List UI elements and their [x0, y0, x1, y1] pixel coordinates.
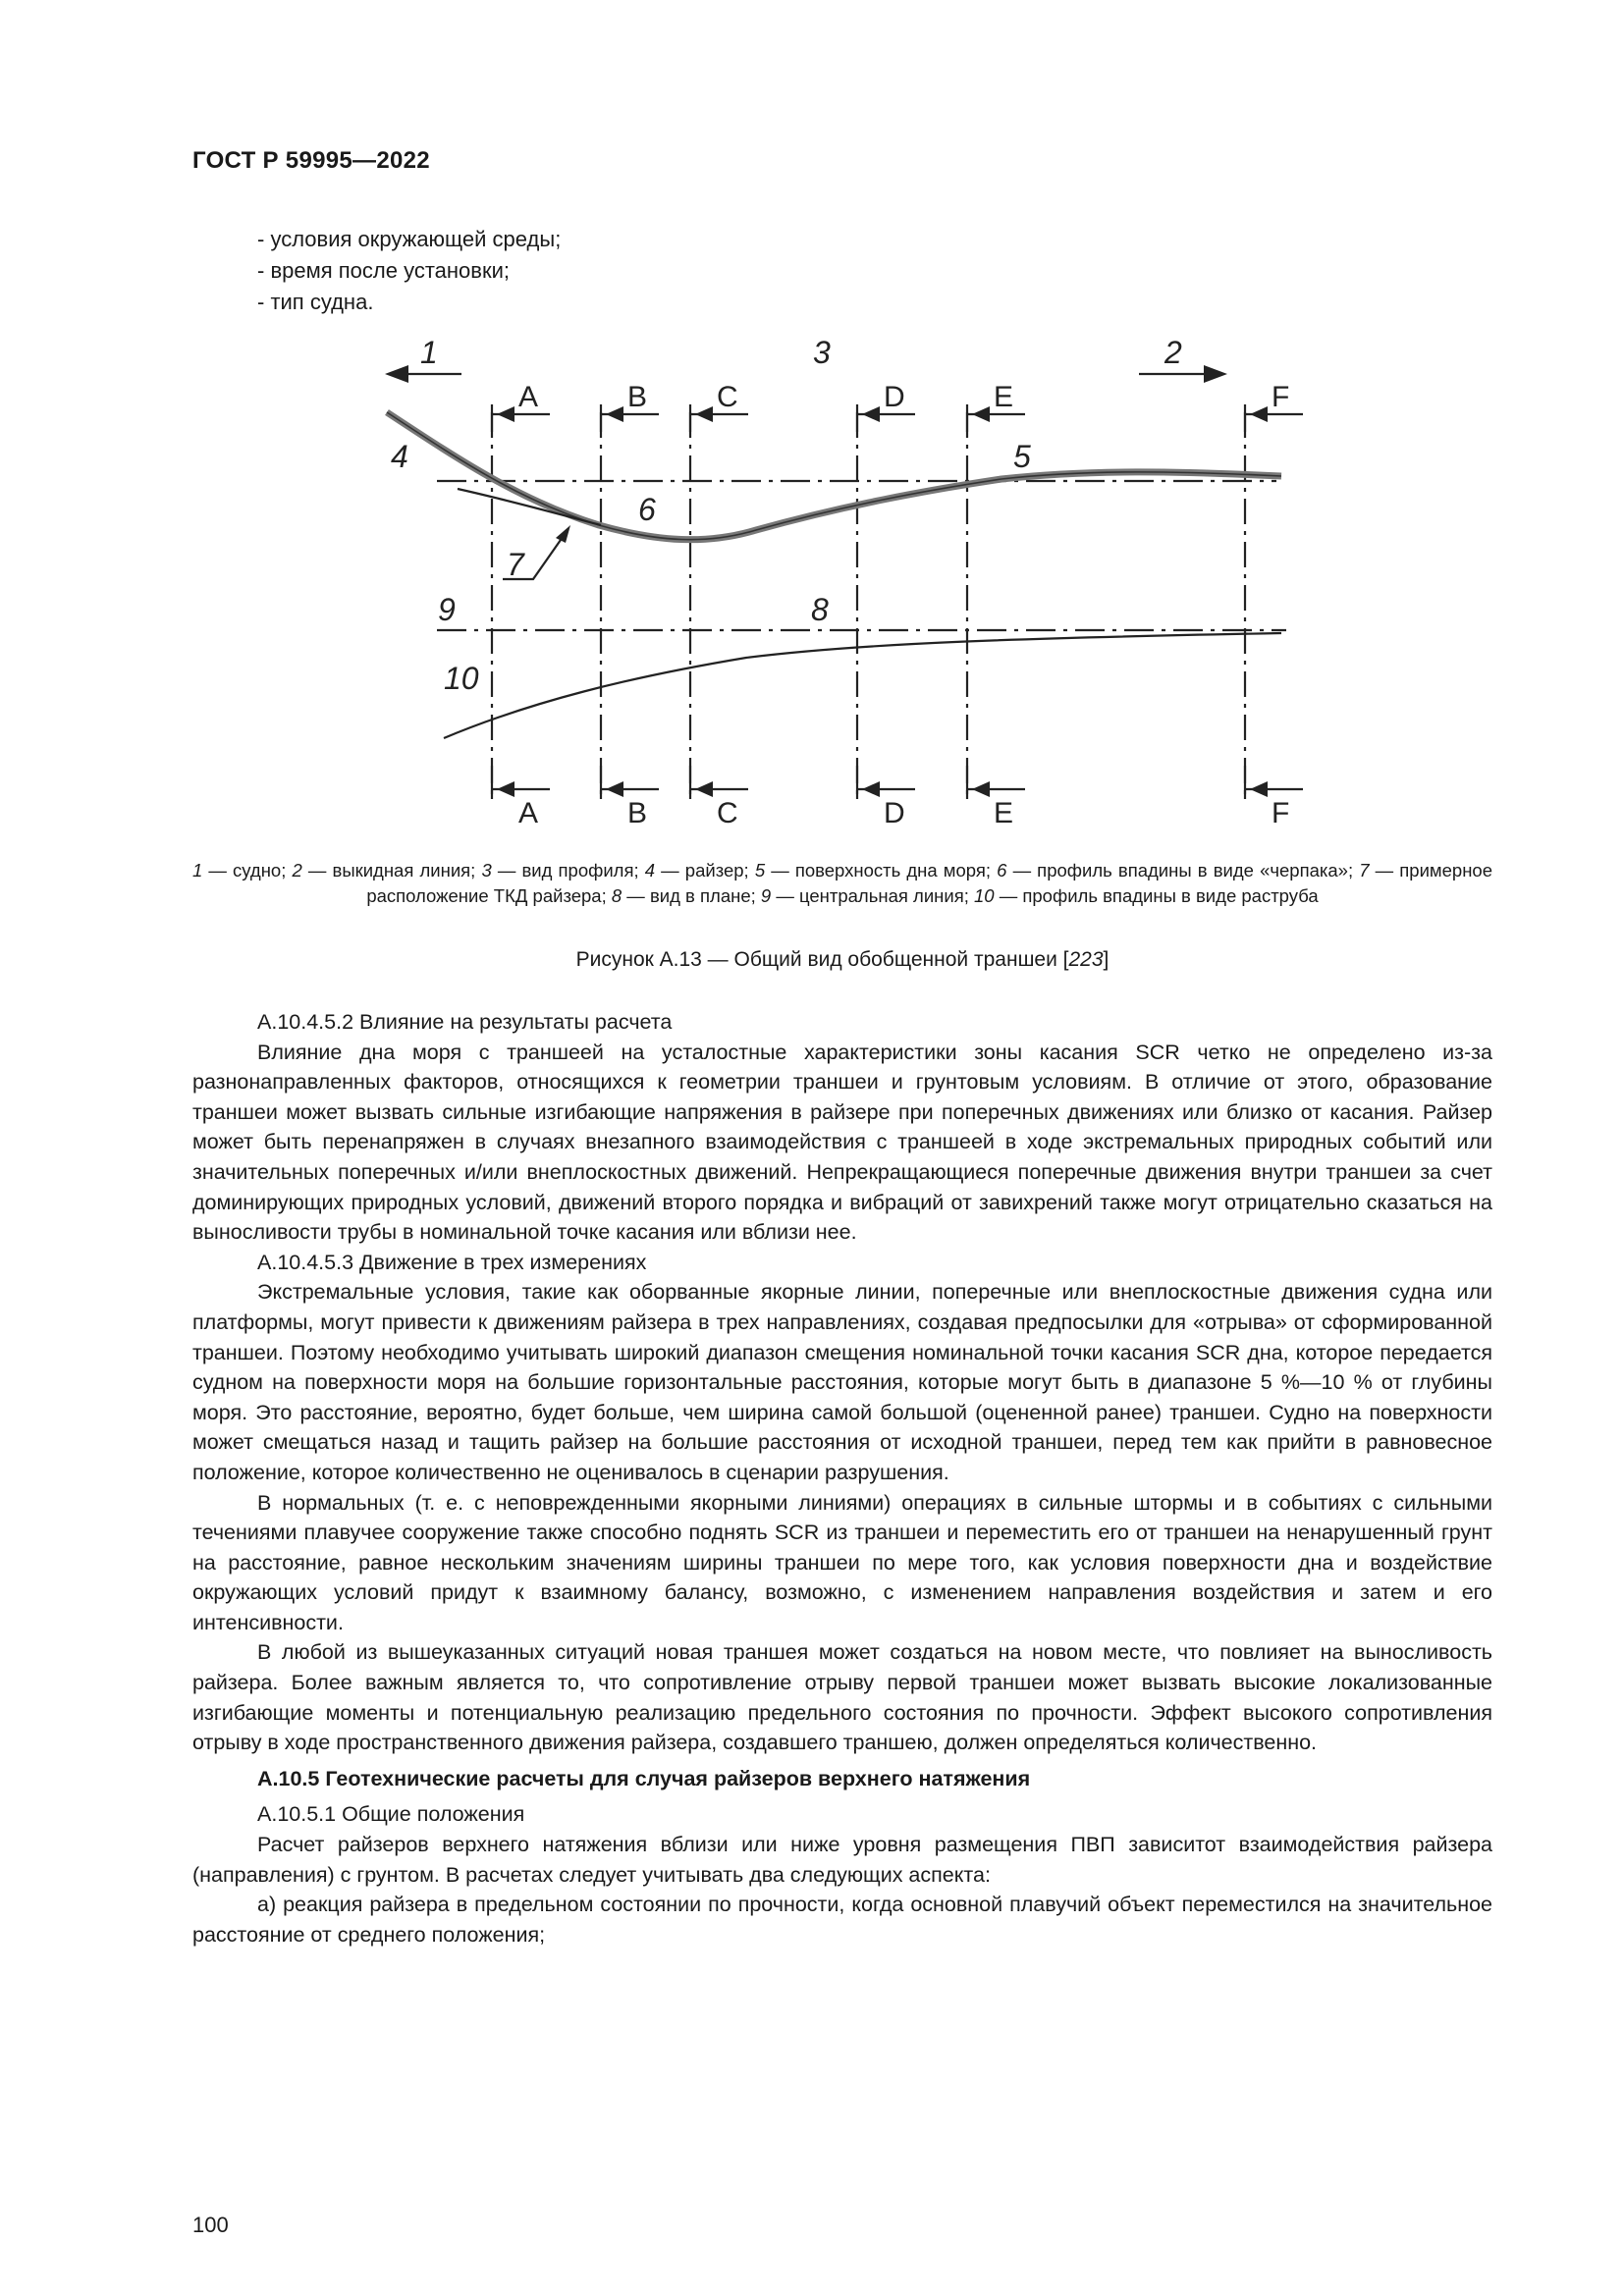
legend-num: 4 [644, 860, 656, 881]
section-label-top-f: F [1272, 381, 1290, 413]
subsection-heading: А.10.5.1 Общие положения [257, 1802, 525, 1827]
legend-text: — профиль впадины в виде «черпака»; [1006, 860, 1360, 881]
label-10: 10 [444, 661, 479, 696]
subsection-heading: А.10.4.5.2 Влияние на результаты расчета [257, 1010, 673, 1034]
list-item: - условия окружающей среды; [257, 227, 562, 251]
label-8: 8 [811, 592, 829, 627]
section-label-top-d: D [884, 381, 905, 413]
legend-text: — выкидная линия; [301, 860, 482, 881]
label-3: 3 [813, 335, 831, 370]
section-label-bottom-f: F [1272, 797, 1290, 829]
section-label-top-c: C [717, 381, 738, 413]
legend-text: — райзер; [655, 860, 755, 881]
label-1: 1 [420, 335, 438, 370]
legend-num: 8 [611, 885, 623, 906]
section-marker-bottom-a [492, 766, 550, 799]
legend-num: 7 [1359, 860, 1370, 881]
paragraph: Расчет райзеров верхнего натяжения вблизи или ниже уровня размещения ПВП зависитот взаимодействия райзера (направления) с грунтом. В расчетах следует учитывать два следующих аспекта: [192, 1833, 1492, 1887]
label-5: 5 [1013, 439, 1031, 474]
label-7-arrow-head [556, 525, 570, 543]
legend-num: 9 [760, 885, 772, 906]
section-label-bottom-a: A [518, 797, 539, 829]
caption-ref: 223 [1068, 948, 1104, 971]
figure-legend [192, 858, 1492, 909]
label-4: 4 [391, 439, 408, 474]
list-item: - тип судна. [257, 290, 374, 314]
riser-curve [387, 412, 1281, 540]
legend-num: 3 [481, 860, 492, 881]
paragraph: В нормальных (т. е. с неповрежденными якорными линиями) операциях в сильные штормы и в событиях с сильными течениями плавучее сооружение также способно поднять SCR из траншеи и переместить его от траншеи на ненарушенный грунт на расстояние, равное нескольким значениям ширины траншеи по мере того, как условия поверхности дна и воздействие окружающих условий придут к взаимному балансу, возможно, с изменением направления воздействия и затем и его интенсивности. [192, 1490, 1492, 1634]
section-arrow-top-e [972, 406, 990, 422]
paragraph: В любой из вышеуказанных ситуаций новая траншея может создаться на новом месте, что повлияет на выносливость райзера. Более важным является то, что сопротивление отрыву первой траншеи может вызвать высокие локализованные изгибающие моменты и потенциальную реализацию предельного состояния по прочности. Эффект высокого сопротивления отрыву в ходе пространственного движения райзера, создавшего траншею, должен определяться количественно. [192, 1640, 1492, 1755]
section-marker-bottom-b [601, 766, 659, 799]
label-6: 6 [638, 492, 656, 527]
section-arrow-top-f [1250, 406, 1268, 422]
document-header: ГОСТ Р 59995—2022 [192, 147, 430, 174]
list-item: а) реакция райзера в предельном состоянии по прочности, когда основной плавучий объект переместился на значительное расстояние от среднего положения; [192, 1893, 1492, 1947]
section-arrow-top-b [606, 406, 623, 422]
legend-num: 10 [974, 885, 995, 906]
legend-text: — судно; [202, 860, 293, 881]
caption-text: Рисунок А.13 — Общий вид обобщенной траншеи [ [575, 948, 1069, 971]
body-text [192, 1007, 1492, 1949]
legend-text: — вид в плане; [622, 885, 761, 906]
subsection-heading: А.10.4.5.3 Движение в трех измерениях [257, 1250, 647, 1274]
legend-num: 2 [292, 860, 302, 881]
section-label-top-e: E [994, 381, 1014, 413]
section-heading: А.10.5 Геотехнические расчеты для случая райзеров верхнего натяжения [257, 1766, 1031, 1790]
legend-text: — профиль впадины в виде раструба [994, 885, 1319, 906]
section-label-bottom-e: E [994, 797, 1014, 829]
section-arrow-bottom-f [1250, 781, 1268, 797]
section-marker-bottom-e [967, 766, 1025, 799]
legend-num: 5 [754, 860, 766, 881]
section-arrow-bottom-e [972, 781, 990, 797]
section-arrow-top-a [497, 406, 514, 422]
flowline-arrow-head [1204, 365, 1227, 383]
trench-figure [0, 0, 1624, 854]
legend-num: 1 [192, 860, 203, 881]
paragraph: Влияние дна моря с траншеей на усталостные характеристики зоны касания SCR четко не определено из-за разнонаправленных факторов, относящихся к геометрии траншеи и грунтовым условиям. В отличие от этого, образование траншеи может вызвать сильные изгибающие напряжения в райзере при поперечных движениях или близко от касания. Райзер может быть перенапряжен в случаях внезапного взаимодействия с траншеей в ходе экстремальных природных событий или значительных поперечных и/или внеплоскостных движений. Непрекращающиеся поперечные движения внутри траншеи за счет доминирующих природных условий, движений второго порядка и вибраций от завихрений также могут отрицательно сказаться на выносливости трубы в номинальной точке касания или вблизи нее. [192, 1040, 1492, 1245]
vessel-arrow-head [385, 365, 408, 383]
section-arrow-top-d [862, 406, 880, 422]
section-arrow-bottom-c [695, 781, 713, 797]
section-arrow-bottom-a [497, 781, 514, 797]
flared-trench-profile [444, 633, 1281, 738]
section-marker-bottom-f [1245, 766, 1303, 799]
caption-end: ] [1103, 948, 1110, 971]
label-2: 2 [1164, 335, 1182, 370]
section-label-bottom-d: D [884, 797, 905, 829]
legend-text: — примерное расположение ТКД райзера; [366, 860, 1492, 906]
section-label-top-a: A [518, 381, 539, 413]
section-arrow-bottom-b [606, 781, 623, 797]
section-marker-bottom-d [857, 766, 915, 799]
legend-text: — центральная линия; [771, 885, 975, 906]
label-9: 9 [438, 592, 456, 627]
figure-caption [192, 948, 1492, 972]
section-label-bottom-c: C [717, 797, 738, 829]
section-arrow-bottom-d [862, 781, 880, 797]
legend-num: 6 [997, 860, 1007, 881]
legend-text: — вид профиля; [491, 860, 645, 881]
paragraph: Экстремальные условия, такие как оборванные якорные линии, поперечные или внеплоскостные движения судна или платформы, могут привести к движениям райзера в трех направлениях, создавая предпосылки для «отрыва» от сформированной траншеи. Поэтому необходимо учитывать широкий диапазон смещения номинальной точки касания SCR дна, которое передается судном на поверхности моря на большие горизонтальные расстояния, которые могут быть в диапазоне 5 %—10 % от глубины моря. Это расстояние, вероятно, будет больше, чем ширина самой большой (оцененной ранее) траншеи. Судно на поверхности может смещаться назад и тащить райзер на большие расстояния от исходной траншеи, перед тем как прийти в равновесное положение, которое количественно не оценивалось в сценарии разрушения. [192, 1280, 1492, 1484]
section-label-bottom-b: B [627, 797, 648, 829]
list-item: - время после установки; [257, 258, 510, 283]
section-arrow-top-c [695, 406, 713, 422]
legend-text: — поверхность дна моря; [765, 860, 998, 881]
label-7: 7 [507, 547, 524, 582]
section-label-top-b: B [627, 381, 648, 413]
section-marker-bottom-c [690, 766, 748, 799]
page-number: 100 [192, 2213, 229, 2237]
